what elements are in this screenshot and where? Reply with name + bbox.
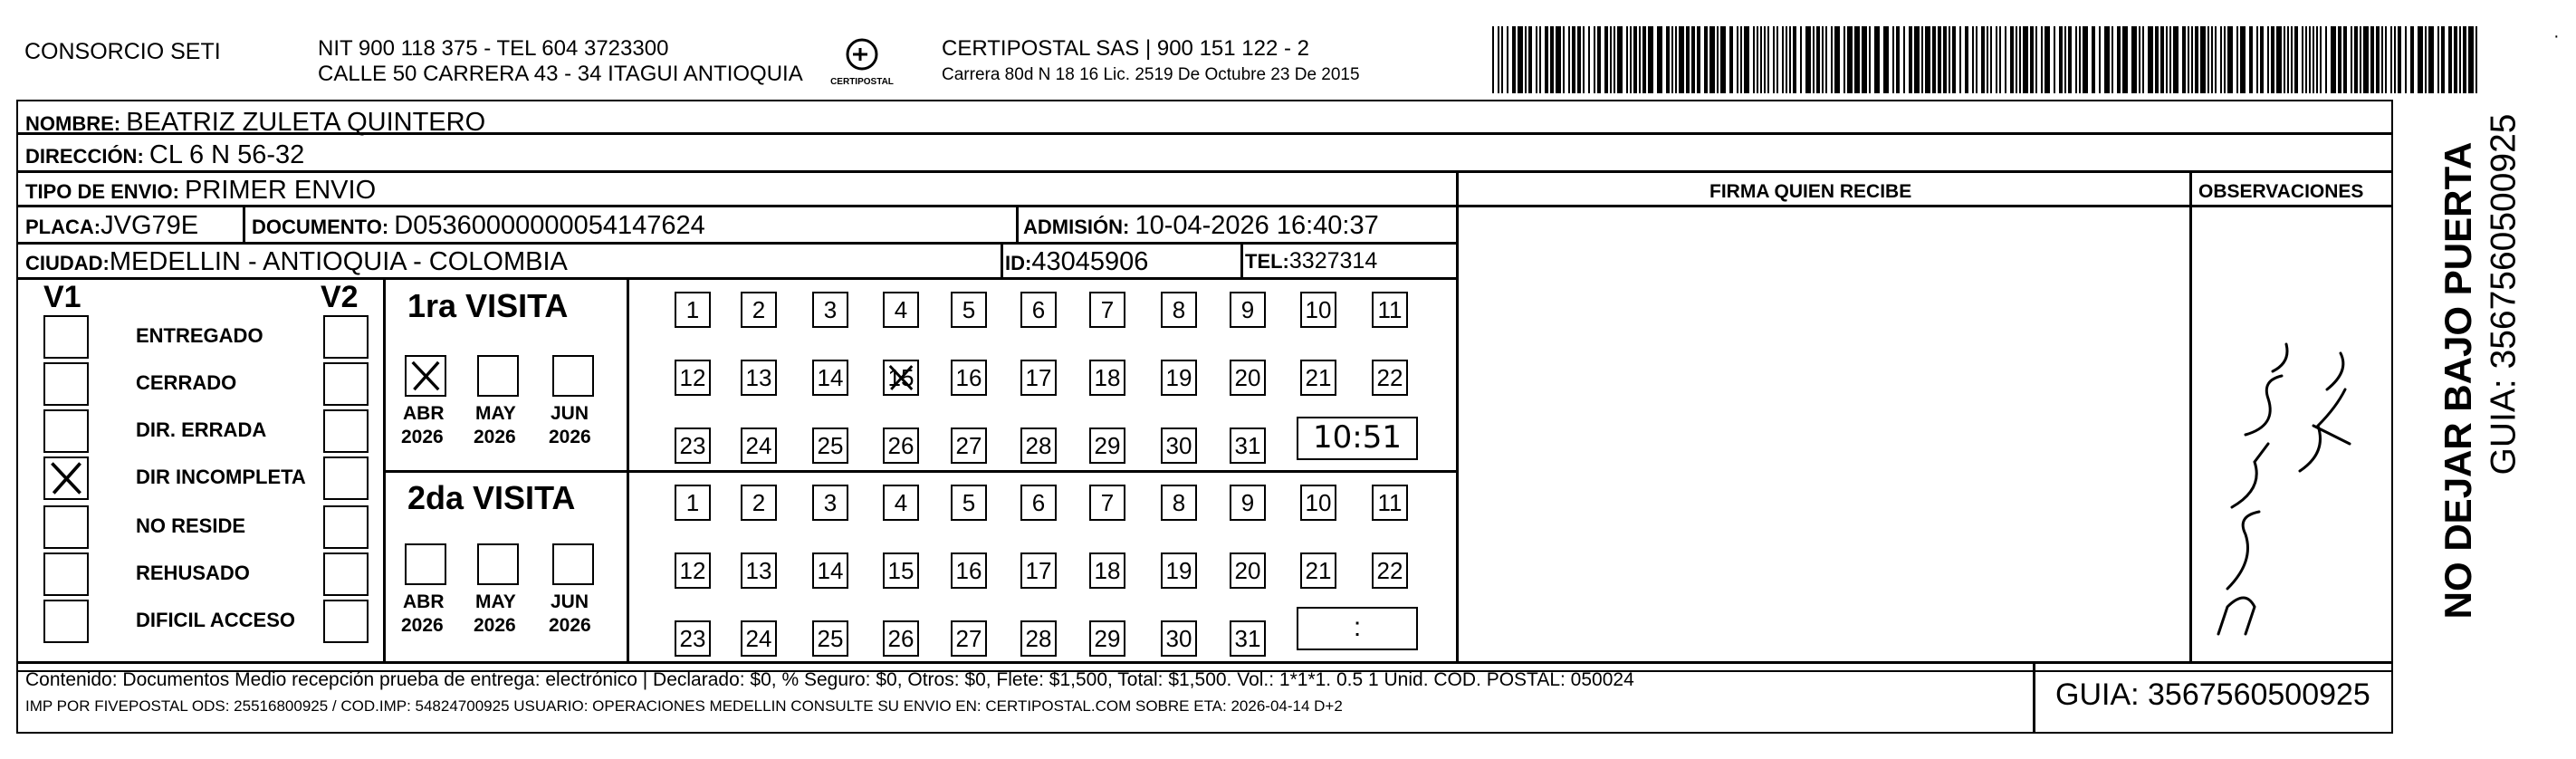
v1-checkbox[interactable] [43,409,89,453]
day-cell[interactable]: 13 [741,360,777,396]
ciudad-label: CIUDAD: [25,252,110,274]
day-cell[interactable]: 14 [812,552,848,589]
month-checkbox[interactable] [477,355,519,397]
month-checkbox[interactable] [405,355,446,397]
day-cell[interactable]: 22 [1372,360,1408,396]
day-cell[interactable]: 5 [951,292,987,328]
handwritten-signature [2191,335,2381,643]
day-cell[interactable]: 26 [883,428,919,464]
day-cell[interactable]: 1 [675,485,711,521]
tipo-value: PRIMER ENVIO [185,176,377,205]
direccion-value: CL 6 N 56-32 [148,140,305,169]
day-cell[interactable]: 19 [1161,552,1197,589]
month-year: 2026 [549,615,591,636]
month-year: 2026 [474,615,516,636]
day-cell[interactable]: 29 [1089,620,1125,657]
x-mark-icon [45,458,87,498]
status-label: ENTREGADO [136,324,263,347]
day-cell[interactable]: 28 [1020,620,1057,657]
admision-value: 10-04-2026 16:40:37 [1135,211,1379,240]
v2-label: V2 [321,280,359,314]
tipo-label: TIPO DE ENVIO: [25,180,179,203]
footer-line1: Contenido: Documentos Medio recepción prueba de entrega: electrónico | Declarado: $0, % Seguro: $0, Otros: $0, Flete: $1,500, Total: $1,500. Vol.: 1*1*1. 0.5 1 Unid. COD. POSTAL: 050024 [25,669,1634,690]
day-cell[interactable]: 1 [675,292,711,328]
day-cell[interactable]: 11 [1372,292,1408,328]
v2-checkbox[interactable] [323,362,369,406]
ciudad-value: MEDELLIN - ANTIOQUIA - COLOMBIA [109,247,568,276]
day-cell[interactable]: 19 [1161,360,1197,396]
visit2-title: 2da VISITA [407,479,576,516]
v1-checkbox[interactable] [43,362,89,406]
placa-value: JVG79E [101,211,199,240]
day-cell[interactable]: 18 [1089,552,1125,589]
day-cell[interactable]: 15 [883,360,919,396]
month-checkbox[interactable] [552,543,594,585]
admision-label: ADMISIÓN: [1023,216,1130,238]
day-cell[interactable]: 18 [1089,360,1125,396]
status-label: NO RESIDE [136,514,246,537]
company-name: CONSORCIO SETI [24,39,221,64]
visit1-title: 1ra VISITA [407,287,569,324]
month-year: 2026 [474,427,516,447]
status-label: DIR. ERRADA [136,418,267,441]
day-cell[interactable]: 14 [812,360,848,396]
v1-checkbox[interactable] [43,315,89,359]
month-label: ABR [403,403,445,424]
side-guia: GUIA: 3567560500925 [2484,113,2523,476]
day-cell[interactable]: 9 [1230,292,1266,328]
day-cell[interactable]: 24 [741,428,777,464]
day-cell[interactable]: 30 [1161,620,1197,657]
day-cell[interactable]: 23 [675,620,711,657]
day-cell[interactable]: 4 [883,485,919,521]
certipostal-line2: Carrera 80d N 18 16 Lic. 2519 De Octubre 23 De 2015 [942,65,1360,84]
day-cell[interactable]: 29 [1089,428,1125,464]
month-label: MAY [475,403,516,424]
nit-line: NIT 900 118 375 - TEL 604 3723300 [318,36,669,61]
month-year: 2026 [401,615,444,636]
day-cell[interactable]: 17 [1020,552,1057,589]
v1-checkbox[interactable] [43,456,89,500]
status-label: DIR INCOMPLETA [136,466,306,488]
day-cell[interactable]: 8 [1161,292,1197,328]
tel-label: TEL: [1245,250,1289,273]
day-cell[interactable]: 21 [1300,360,1336,396]
observaciones-header: OBSERVACIONES [2198,181,2364,202]
status-label: CERRADO [136,371,237,394]
day-cell[interactable]: 8 [1161,485,1197,521]
month-checkbox[interactable] [477,543,519,585]
visit2-time[interactable]: : [1297,607,1418,650]
barcode [1492,26,2484,93]
day-cell[interactable]: 25 [812,428,848,464]
nombre-label: NOMBRE: [25,112,121,135]
v1-checkbox[interactable] [43,552,89,596]
day-cell[interactable]: 22 [1372,552,1408,589]
day-cell[interactable]: 31 [1230,620,1266,657]
day-cell[interactable]: 24 [741,620,777,657]
day-cell[interactable]: 28 [1020,428,1057,464]
footer-guia: GUIA: 3567560500925 [2055,677,2370,712]
month-label: JUN [551,403,589,424]
nombre-value: BEATRIZ ZULETA QUINTERO [126,108,486,137]
day-cell[interactable]: 10 [1300,485,1336,521]
v2-checkbox[interactable] [323,600,369,643]
certipostal-logo [828,34,895,91]
placa-label: PLACA: [25,216,101,238]
footer-line2: IMP POR FIVEPOSTAL ODS: 25516800925 / COD.IMP: 54824700925 USUARIO: OPERACIONES MEDELLIN CONSULTE SU ENVIO EN: CERTIPOSTAL.COM SOBRE ETA: 2026-04-14 D+2 [25,697,1343,715]
v2-checkbox[interactable] [323,552,369,596]
logo-text: CERTIPOSTAL [830,77,894,87]
day-cell[interactable]: 26 [883,620,919,657]
v2-checkbox[interactable] [323,315,369,359]
day-cell[interactable]: 15 [883,552,919,589]
day-cell[interactable]: 3 [812,485,848,521]
v1-checkbox[interactable] [43,600,89,643]
month-label: MAY [475,591,516,612]
v2-checkbox[interactable] [323,505,369,549]
no-dejar-warning: NO DEJAR BAJO PUERTA [2437,141,2479,620]
day-cell[interactable]: 31 [1230,428,1266,464]
day-cell[interactable]: 16 [951,552,987,589]
v2-checkbox[interactable] [323,409,369,453]
day-cell[interactable]: 7 [1089,485,1125,521]
day-cell[interactable]: 7 [1089,292,1125,328]
corner-mark: · [2553,26,2560,46]
visit1-time[interactable]: 10:51 [1297,417,1418,460]
documento-label: DOCUMENTO: [252,216,389,238]
id-label: ID: [1005,252,1032,274]
status-label: DIFICIL ACCESO [136,609,296,631]
id-value: 43045906 [1031,247,1149,276]
day-cell[interactable]: 6 [1020,485,1057,521]
day-cell[interactable]: 3 [812,292,848,328]
day-cell[interactable]: 20 [1230,552,1266,589]
x-mark-icon [885,361,917,394]
status-label: REHUSADO [136,562,250,584]
day-cell[interactable]: 25 [812,620,848,657]
day-cell[interactable]: 6 [1020,292,1057,328]
x-mark-icon [407,357,445,395]
tel-value: 3327314 [1288,248,1378,274]
v2-checkbox[interactable] [323,456,369,500]
day-cell[interactable]: 27 [951,428,987,464]
day-cell[interactable]: 5 [951,485,987,521]
v1-label: V1 [43,280,81,314]
day-cell[interactable]: 4 [883,292,919,328]
day-cell[interactable]: 20 [1230,360,1266,396]
firma-header: FIRMA QUIEN RECIBE [1709,181,1912,202]
day-cell[interactable]: 30 [1161,428,1197,464]
day-cell[interactable]: 2 [741,292,777,328]
day-cell[interactable]: 9 [1230,485,1266,521]
day-cell[interactable]: 12 [675,552,711,589]
month-checkbox[interactable] [552,355,594,397]
documento-value: D05360000000054147624 [394,211,705,240]
day-cell[interactable]: 21 [1300,552,1336,589]
month-label: ABR [403,591,445,612]
day-cell[interactable]: 10 [1300,292,1336,328]
certipostal-line1: CERTIPOSTAL SAS | 900 151 122 - 2 [942,36,1309,61]
direccion-label: DIRECCIÓN: [25,145,144,168]
day-cell[interactable]: 16 [951,360,987,396]
day-cell[interactable]: 12 [675,360,711,396]
day-cell[interactable]: 13 [741,552,777,589]
day-cell[interactable]: 2 [741,485,777,521]
month-year: 2026 [549,427,591,447]
address-line: CALLE 50 CARRERA 43 - 34 ITAGUI ANTIOQUIA [318,62,803,86]
day-cell[interactable]: 17 [1020,360,1057,396]
month-year: 2026 [401,427,444,447]
day-cell[interactable]: 11 [1372,485,1408,521]
month-checkbox[interactable] [405,543,446,585]
day-cell[interactable]: 27 [951,620,987,657]
day-cell[interactable]: 23 [675,428,711,464]
v1-checkbox[interactable] [43,505,89,549]
month-label: JUN [551,591,589,612]
